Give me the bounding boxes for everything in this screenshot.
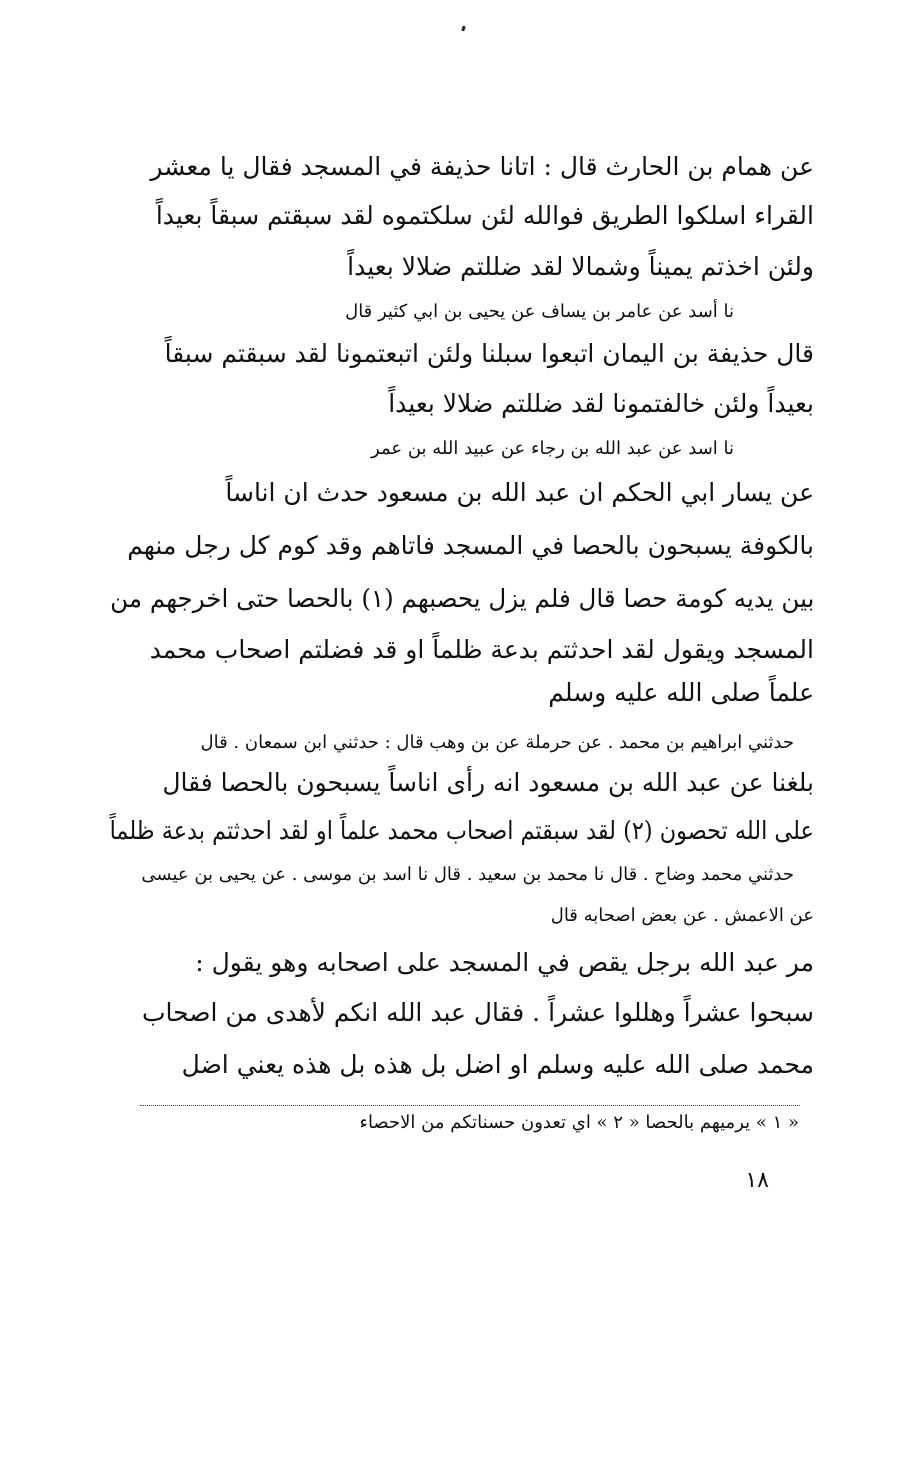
ink-speck	[461, 26, 466, 32]
page-number: ١٨	[745, 1168, 769, 1193]
footnote-separator	[140, 1105, 800, 1106]
isnad-line-1: نا أسد عن عامر بن يساف عن يحيى بن ابي كثير قال	[345, 301, 734, 322]
text-line-8: بين يديه كومة حصا قال فلم يزل يحصبهم (١) بالحصا حتى اخرجهم من	[109, 584, 814, 613]
text-line-9: المسجد ويقول لقد احدثتم بدعة ظلماً او قد فضلتم اصحاب محمد	[149, 635, 814, 664]
isnad-line-4: حدثني محمد وضاح . قال نا محمد بن سعيد . قال نا اسد بن موسى . عن يحيى بن عيسى	[141, 864, 794, 885]
text-line-12: على الله تحصون (٢) لقد سبقتم اصحاب محمد علماً او لقد احدثتم بدعة ظلماً	[109, 816, 814, 845]
isnad-line-5: عن الاعمش . عن بعض اصحابه قال	[550, 905, 814, 926]
text-line-3: ولئن اخذتم يميناً وشمالا لقد ضللتم ضلالا بعيداً	[347, 252, 814, 281]
text-line-1: عن همام بن الحارث قال : اتانا حذيفة في المسجد فقال يا معشر	[150, 152, 814, 181]
text-line-5: بعيداً ولئن خالفتمونا لقد ضللتم ضلالا بعيداً	[388, 389, 814, 418]
text-line-13: مر عبد الله برجل يقص في المسجد على اصحابه وهو يقول :	[195, 948, 814, 977]
text-line-11: بلغنا عن عبد الله بن مسعود انه رأى اناساً يسبحون بالحصا فقال	[162, 768, 814, 797]
text-line-6: عن يسار ابي الحكم ان عبد الله بن مسعود حدث ان اناساً	[225, 478, 814, 507]
text-line-14: سبحوا عشراً وهللوا عشراً . فقال عبد الله انكم لأهدى من اصحاب	[141, 998, 814, 1027]
text-line-10: علماً صلى الله عليه وسلم	[548, 678, 814, 707]
text-line-7: بالكوفة يسبحون بالحصا في المسجد فاتاهم وقد كوم كل رجل منهم	[127, 531, 814, 560]
footnote: « ١ » يرميهم بالحصا « ٢ » اي تعدون حسناتكم من الاحصاء	[359, 1112, 799, 1133]
isnad-line-2: نا اسد عن عبد الله بن رجاء عن عبيد الله بن عمر	[371, 438, 734, 459]
isnad-line-3: حدثني ابراهيم بن محمد . عن حرملة عن بن وهب قال : حدثني ابن سمعان . قال	[200, 732, 794, 753]
text-line-15: محمد صلى الله عليه وسلم او اضل بل هذه بل هذه يعني اضل	[181, 1050, 814, 1079]
text-line-4: قال حذيفة بن اليمان اتبعوا سبلنا ولئن اتبعتمونا لقد سبقتم سبقاً	[164, 339, 814, 368]
text-line-2: القراء اسلكوا الطريق فوالله لئن سلكتموه لقد سبقتم سبقاً بعيداً	[155, 201, 814, 230]
